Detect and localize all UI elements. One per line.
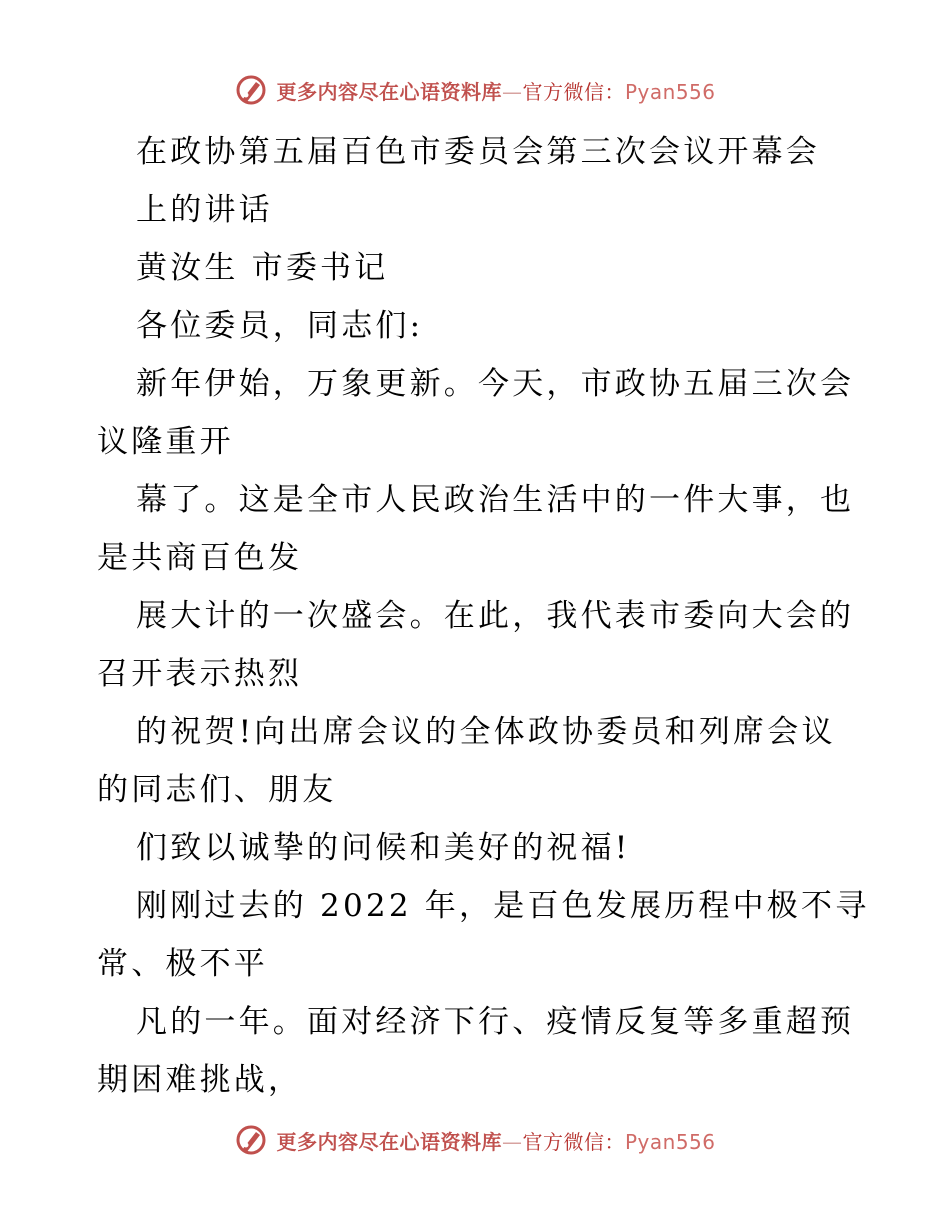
document-line: 刚刚过去的 2022 年，是百色发展历程中极不寻: [136, 888, 870, 924]
document-line: 是共商百色发: [97, 540, 303, 576]
document-line: 常、极不平: [97, 946, 268, 982]
document-line: 展大计的一次盛会。在此，我代表市委向大会的: [136, 598, 855, 634]
pen-logo-icon: [234, 73, 268, 107]
watermark-main-text: 更多内容尽在心语资料库: [276, 1129, 502, 1154]
watermark-official-label: 官方微信：: [522, 79, 625, 104]
document-line: 各位委员，同志们:: [136, 308, 424, 344]
document-body: [97, 123, 870, 1109]
document-line: 凡的一年。面对经济下行、疫情反复等多重超预: [136, 1004, 855, 1040]
watermark-official-label: 官方微信：: [522, 1129, 625, 1154]
watermark-dash: —: [501, 79, 523, 104]
document-line: 召开表示热烈: [97, 656, 303, 692]
watermark-dash: —: [501, 1129, 523, 1154]
document-line: 的祝贺!向出席会议的全体政协委员和列席会议: [136, 714, 836, 750]
watermark-wechat-id: Pyan556: [624, 1129, 716, 1154]
document-line: 幕了。这是全市人民政治生活中的一件大事，也: [136, 482, 855, 518]
watermark-main-text: 更多内容尽在心语资料库: [276, 79, 502, 104]
document-line: 黄汝生 市委书记: [136, 250, 389, 286]
document-line: 上的讲话: [136, 192, 273, 228]
header-watermark: [0, 70, 950, 110]
document-line: 在政协第五届百色市委员会第三次会议开幕会: [136, 134, 820, 170]
watermark-wechat-id: Pyan556: [624, 79, 716, 104]
document-line: 新年伊始，万象更新。今天，市政协五届三次会: [136, 366, 855, 402]
document-line: 的同志们、朋友: [97, 772, 337, 808]
document-line: 期困难挑战，: [97, 1062, 303, 1098]
document-line: 议隆重开: [97, 424, 234, 460]
pen-logo-icon: [234, 1123, 268, 1157]
footer-watermark: [0, 1120, 950, 1160]
document-line: 们致以诚挚的问候和美好的祝福!: [136, 830, 631, 866]
